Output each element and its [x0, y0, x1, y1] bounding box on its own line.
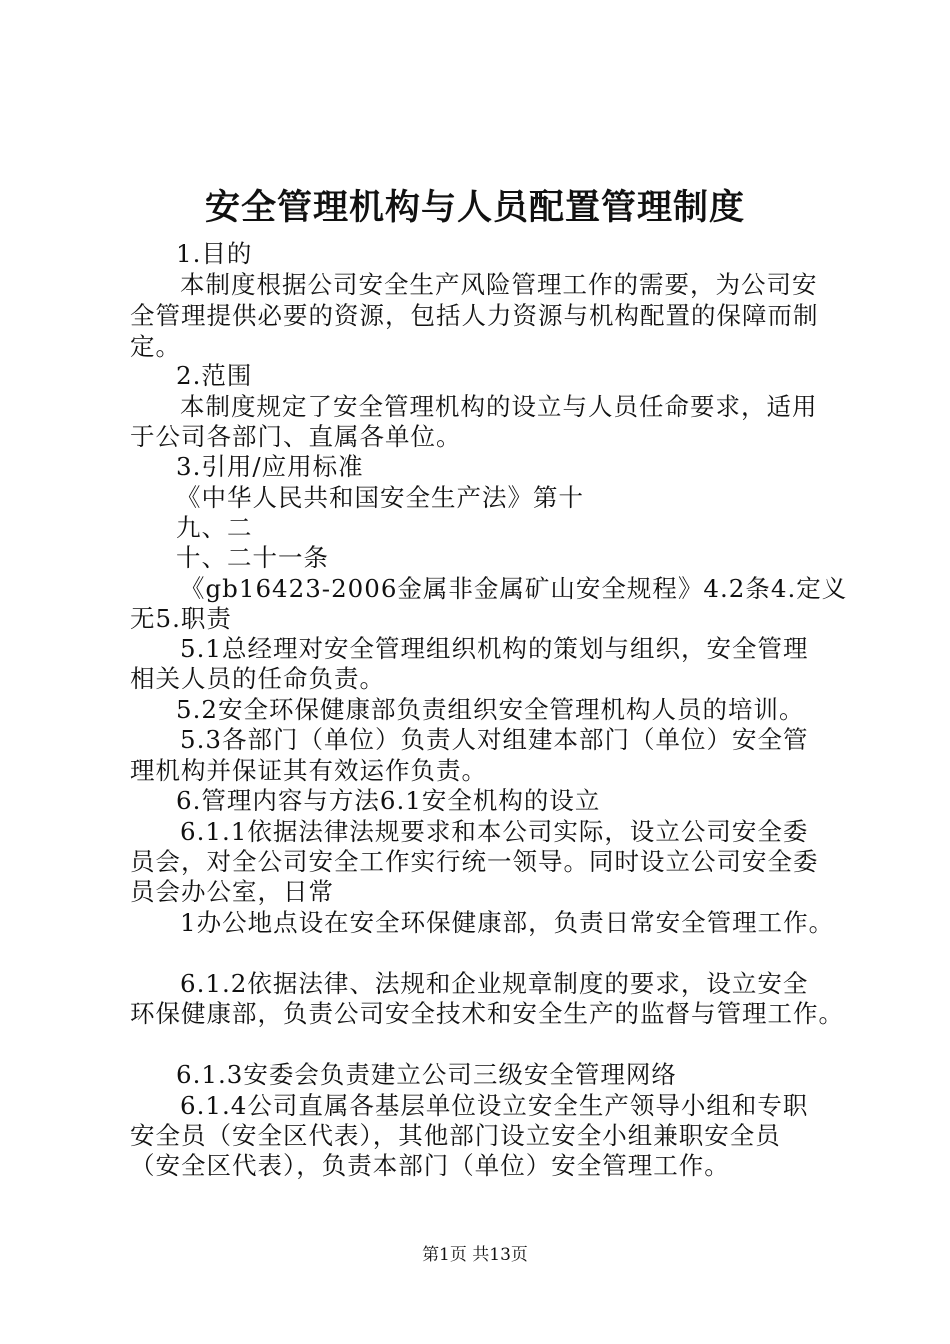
paragraph-line: 员会，对全公司安全工作实行统一领导。同时设立公司安全委 [130, 847, 819, 876]
section-heading: 2.范围 [176, 361, 253, 390]
section-heading: 1.目的 [176, 239, 253, 268]
page-number-footer: 第1页 共13页 [422, 1245, 528, 1265]
paragraph-line: 《中华人民共和国安全生产法》第十 [176, 483, 584, 512]
paragraph-line: 6.1.2依据法律、法规和企业规章制度的要求，设立安全 [180, 969, 809, 998]
paragraph-line: （安全区代表），负责本部门（单位）安全管理工作。 [130, 1151, 730, 1180]
paragraph-line: 5.1总经理对安全管理组织机构的策划与组织，安全管理 [180, 634, 809, 663]
document-title: 安全管理机构与人员配置管理制度 [204, 187, 745, 228]
paragraph-line: 6.1.4公司直属各基层单位设立安全生产领导小组和专职 [180, 1091, 809, 1120]
paragraph-line: 本制度根据公司安全生产风险管理工作的需要，为公司安 [180, 270, 818, 299]
section-heading: 3.引用/应用标准 [176, 452, 364, 481]
paragraph-line: 本制度规定了安全管理机构的设立与人员任命要求，适用 [180, 392, 818, 421]
paragraph-line: 无5.职责 [130, 604, 232, 633]
paragraph-line: 于公司各部门、直属各单位。 [130, 422, 462, 451]
paragraph-line: 环保健康部，负责公司安全技术和安全生产的监督与管理工作。 [130, 999, 844, 1028]
paragraph-line: 九、二 [176, 513, 253, 542]
paragraph-line: 5.2安全环保健康部负责组织安全管理机构人员的培训。 [176, 695, 805, 724]
paragraph-line: 6.1.3安委会负责建立公司三级安全管理网络 [176, 1060, 677, 1089]
paragraph-line: 理机构并保证其有效运作负责。 [130, 756, 487, 785]
paragraph-line: 定。 [130, 332, 181, 361]
paragraph-line: 员会办公室，日常 [130, 877, 334, 906]
section-heading: 6.管理内容与方法6.1安全机构的设立 [176, 786, 601, 815]
paragraph-line: 相关人员的任命负责。 [130, 664, 385, 693]
paragraph-line: 6.1.1依据法律法规要求和本公司实际，设立公司安全委 [180, 817, 809, 846]
paragraph-line: 十、二十一条 [176, 543, 329, 572]
paragraph-line: 安全员（安全区代表），其他部门设立安全小组兼职安全员 [130, 1121, 781, 1150]
paragraph-line: 5.3各部门（单位）负责人对组建本部门（单位）安全管 [180, 725, 809, 754]
paragraph-line: 全管理提供必要的资源，包括人力资源与机构配置的保障而制 [130, 301, 819, 330]
paragraph-line: 1办公地点设在安全环保健康部，负责日常安全管理工作。 [180, 908, 835, 937]
paragraph-line: 《gb16423-2006金属非金属矿山安全规程》4.2条4.定义 [180, 574, 848, 603]
